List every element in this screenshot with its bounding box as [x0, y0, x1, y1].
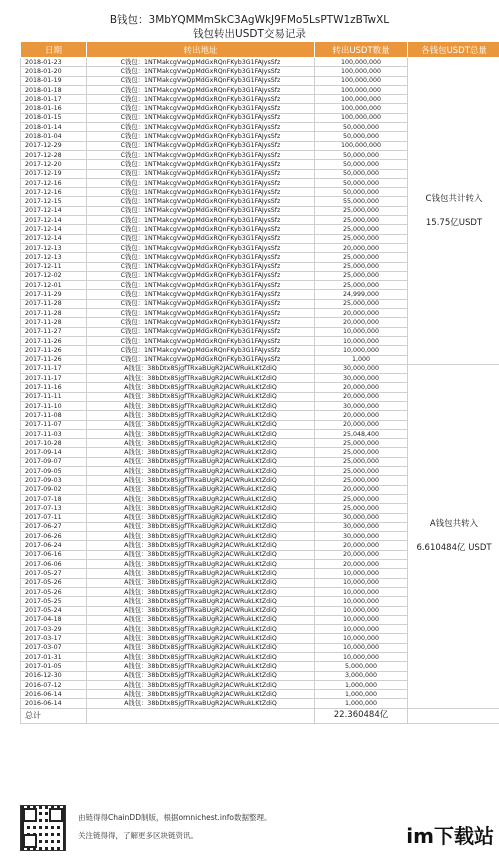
address-cell: A钱包：38bDtx8SjgfTRxaBUgR2JACWRukLKtZdiQ [87, 448, 315, 457]
address-cell: A钱包：38bDtx8SjgfTRxaBUgR2JACWRukLKtZdiQ [87, 401, 315, 410]
amount-cell: 20,000,000 [315, 383, 408, 392]
address-cell: A钱包：38bDtx8SjgfTRxaBUgR2JACWRukLKtZdiQ [87, 457, 315, 466]
address-cell: A钱包：38bDtx8SjgfTRxaBUgR2JACWRukLKtZdiQ [87, 662, 315, 671]
date-cell: 2017-05-27 [21, 569, 87, 578]
address-cell: A钱包：38bDtx8SjgfTRxaBUgR2JACWRukLKtZdiQ [87, 578, 315, 587]
address-cell: C钱包：1NTMakcgVwQpMdGxRQnFKyb3G1FAJysSfz [87, 132, 315, 141]
date-cell: 2017-12-16 [21, 188, 87, 197]
date-cell: 2017-03-07 [21, 643, 87, 652]
amount-cell: 5,000,000 [315, 662, 408, 671]
date-cell: 2018-01-18 [21, 85, 87, 94]
address-cell: C钱包：1NTMakcgVwQpMdGxRQnFKyb3G1FAJysSfz [87, 346, 315, 355]
amount-cell: 55,000,000 [315, 197, 408, 206]
date-cell: 2016-06-14 [21, 690, 87, 699]
address-cell: C钱包：1NTMakcgVwQpMdGxRQnFKyb3G1FAJysSfz [87, 318, 315, 327]
amount-cell: 25,000,000 [315, 253, 408, 262]
total-label: 总计 [21, 708, 87, 723]
date-cell: 2017-09-14 [21, 448, 87, 457]
date-cell: 2017-09-07 [21, 457, 87, 466]
amount-cell: 10,000,000 [315, 578, 408, 587]
address-cell: A钱包：38bDtx8SjgfTRxaBUgR2JACWRukLKtZdiQ [87, 560, 315, 569]
date-cell: 2017-12-28 [21, 150, 87, 159]
amount-cell: 100,000,000 [315, 67, 408, 76]
date-cell: 2017-03-17 [21, 634, 87, 643]
date-cell: 2017-12-13 [21, 253, 87, 262]
address-cell: A钱包：38bDtx8SjgfTRxaBUgR2JACWRukLKtZdiQ [87, 671, 315, 680]
amount-cell: 25,000,000 [315, 448, 408, 457]
amount-cell: 10,000,000 [315, 327, 408, 336]
amount-cell: 100,000,000 [315, 104, 408, 113]
address-cell: C钱包：1NTMakcgVwQpMdGxRQnFKyb3G1FAJysSfz [87, 150, 315, 159]
amount-cell: 25,000,000 [315, 206, 408, 215]
amount-cell: 10,000,000 [315, 587, 408, 596]
date-cell: 2017-11-28 [21, 299, 87, 308]
address-cell: A钱包：38bDtx8SjgfTRxaBUgR2JACWRukLKtZdiQ [87, 494, 315, 503]
amount-cell: 25,000,000 [315, 216, 408, 225]
address-cell: C钱包：1NTMakcgVwQpMdGxRQnFKyb3G1FAJysSfz [87, 197, 315, 206]
amount-cell: 25,000,000 [315, 234, 408, 243]
date-cell: 2017-06-24 [21, 541, 87, 550]
amount-cell: 25,000,000 [315, 262, 408, 271]
address-cell: A钱包：38bDtx8SjgfTRxaBUgR2JACWRukLKtZdiQ [87, 429, 315, 438]
total-empty-cell [408, 708, 499, 723]
date-cell: 2017-11-17 [21, 374, 87, 383]
address-cell: A钱包：38bDtx8SjgfTRxaBUgR2JACWRukLKtZdiQ [87, 643, 315, 652]
address-cell: C钱包：1NTMakcgVwQpMdGxRQnFKyb3G1FAJysSfz [87, 299, 315, 308]
amount-cell: 10,000,000 [315, 569, 408, 578]
date-cell: 2017-03-29 [21, 625, 87, 634]
amount-cell: 100,000,000 [315, 141, 408, 150]
date-cell: 2017-11-03 [21, 429, 87, 438]
amount-cell: 20,000,000 [315, 541, 408, 550]
date-cell: 2018-01-20 [21, 67, 87, 76]
address-cell: C钱包：1NTMakcgVwQpMdGxRQnFKyb3G1FAJysSfz [87, 253, 315, 262]
address-cell: A钱包：38bDtx8SjgfTRxaBUgR2JACWRukLKtZdiQ [87, 550, 315, 559]
date-cell: 2018-01-15 [21, 113, 87, 122]
date-cell: 2017-06-16 [21, 550, 87, 559]
qr-code-icon [20, 805, 66, 851]
footer-source-text: 由链得得ChainDD制版，根据omnichest.info数据整理。 [78, 813, 272, 822]
address-cell: A钱包：38bDtx8SjgfTRxaBUgR2JACWRukLKtZdiQ [87, 653, 315, 662]
date-cell: 2017-11-07 [21, 420, 87, 429]
amount-cell: 10,000,000 [315, 346, 408, 355]
col-header-total: 各钱包USDT总量 [408, 42, 499, 58]
amount-cell: 30,000,000 [315, 513, 408, 522]
date-cell: 2017-12-20 [21, 160, 87, 169]
date-cell: 2018-01-23 [21, 58, 87, 67]
date-cell: 2017-12-14 [21, 225, 87, 234]
date-cell: 2017-12-19 [21, 169, 87, 178]
watermark-text: im下载站 [406, 824, 494, 848]
date-cell: 2017-12-14 [21, 234, 87, 243]
address-cell: C钱包：1NTMakcgVwQpMdGxRQnFKyb3G1FAJysSfz [87, 355, 315, 364]
amount-cell: 20,000,000 [315, 485, 408, 494]
amount-cell: 10,000,000 [315, 597, 408, 606]
date-cell: 2017-12-14 [21, 216, 87, 225]
amount-cell: 20,000,000 [315, 550, 408, 559]
address-cell: A钱包：38bDtx8SjgfTRxaBUgR2JACWRukLKtZdiQ [87, 541, 315, 550]
amount-cell: 3,000,000 [315, 671, 408, 680]
amount-cell: 20,000,000 [315, 411, 408, 420]
address-cell: C钱包：1NTMakcgVwQpMdGxRQnFKyb3G1FAJysSfz [87, 141, 315, 150]
amount-cell: 20,000,000 [315, 243, 408, 252]
page-title: B钱包：3MbYQMMmSkC3AgWkJ9FMo5LsPTW1zBTwXL [109, 14, 390, 26]
table-header-row [21, 42, 499, 58]
date-cell: 2017-05-25 [21, 597, 87, 606]
amount-cell: 25,000,000 [315, 439, 408, 448]
amount-cell: 25,000,000 [315, 504, 408, 513]
address-cell: C钱包：1NTMakcgVwQpMdGxRQnFKyb3G1FAJysSfz [87, 327, 315, 336]
amount-cell: 20,000,000 [315, 318, 408, 327]
date-cell: 2018-01-04 [21, 132, 87, 141]
amount-cell: 20,000,000 [315, 560, 408, 569]
address-cell: A钱包：38bDtx8SjgfTRxaBUgR2JACWRukLKtZdiQ [87, 522, 315, 531]
amount-cell: 10,000,000 [315, 606, 408, 615]
table-row [21, 58, 499, 67]
date-cell: 2017-09-03 [21, 476, 87, 485]
amount-cell: 50,000,000 [315, 123, 408, 132]
amount-cell: 1,000,000 [315, 699, 408, 708]
date-cell: 2017-12-02 [21, 271, 87, 280]
amount-cell: 25,000,000 [315, 457, 408, 466]
address-cell: A钱包：38bDtx8SjgfTRxaBUgR2JACWRukLKtZdiQ [87, 699, 315, 708]
table-row [21, 364, 499, 373]
address-cell: C钱包：1NTMakcgVwQpMdGxRQnFKyb3G1FAJysSfz [87, 113, 315, 122]
group-summary-cell [408, 58, 499, 365]
total-value: 22.360484亿 [315, 708, 408, 723]
date-cell: 2017-07-18 [21, 494, 87, 503]
date-cell: 2017-07-11 [21, 513, 87, 522]
amount-cell: 10,000,000 [315, 336, 408, 345]
date-cell: 2018-01-19 [21, 76, 87, 85]
date-cell: 2017-05-26 [21, 587, 87, 596]
date-cell: 2017-09-02 [21, 485, 87, 494]
amount-cell: 50,000,000 [315, 188, 408, 197]
address-cell: A钱包：38bDtx8SjgfTRxaBUgR2JACWRukLKtZdiQ [87, 513, 315, 522]
amount-cell: 25,000,000 [315, 467, 408, 476]
address-cell: C钱包：1NTMakcgVwQpMdGxRQnFKyb3G1FAJysSfz [87, 225, 315, 234]
amount-cell: 25,000,000 [315, 494, 408, 503]
address-cell: C钱包：1NTMakcgVwQpMdGxRQnFKyb3G1FAJysSfz [87, 178, 315, 187]
amount-cell: 25,000,000 [315, 299, 408, 308]
date-cell: 2017-12-13 [21, 243, 87, 252]
amount-cell: 1,000,000 [315, 690, 408, 699]
amount-cell: 30,000,000 [315, 374, 408, 383]
amount-cell: 30,000,000 [315, 532, 408, 541]
date-cell: 2017-12-15 [21, 197, 87, 206]
date-cell: 2017-11-26 [21, 336, 87, 345]
address-cell: C钱包：1NTMakcgVwQpMdGxRQnFKyb3G1FAJysSfz [87, 160, 315, 169]
amount-cell: 30,000,000 [315, 364, 408, 373]
address-cell: C钱包：1NTMakcgVwQpMdGxRQnFKyb3G1FAJysSfz [87, 85, 315, 94]
watermark-logo [406, 820, 494, 849]
amount-cell: 100,000,000 [315, 113, 408, 122]
address-cell: A钱包：38bDtx8SjgfTRxaBUgR2JACWRukLKtZdiQ [87, 383, 315, 392]
date-cell: 2017-05-24 [21, 606, 87, 615]
amount-cell: 10,000,000 [315, 615, 408, 624]
address-cell: C钱包：1NTMakcgVwQpMdGxRQnFKyb3G1FAJysSfz [87, 169, 315, 178]
date-cell: 2018-01-14 [21, 123, 87, 132]
address-cell: A钱包：38bDtx8SjgfTRxaBUgR2JACWRukLKtZdiQ [87, 597, 315, 606]
col-header-address: 转出地址 [87, 42, 315, 58]
date-cell: 2017-09-05 [21, 467, 87, 476]
address-cell: A钱包：38bDtx8SjgfTRxaBUgR2JACWRukLKtZdiQ [87, 439, 315, 448]
date-cell: 2017-11-27 [21, 327, 87, 336]
amount-cell: 30,000,000 [315, 401, 408, 410]
date-cell: 2017-12-29 [21, 141, 87, 150]
date-cell: 2017-05-26 [21, 578, 87, 587]
address-cell: C钱包：1NTMakcgVwQpMdGxRQnFKyb3G1FAJysSfz [87, 95, 315, 104]
date-cell: 2017-11-10 [21, 401, 87, 410]
date-cell: 2017-11-29 [21, 290, 87, 299]
address-cell: A钱包：38bDtx8SjgfTRxaBUgR2JACWRukLKtZdiQ [87, 392, 315, 401]
date-cell: 2016-06-14 [21, 699, 87, 708]
amount-cell: 100,000,000 [315, 85, 408, 94]
total-row [21, 708, 499, 723]
address-cell: A钱包：38bDtx8SjgfTRxaBUgR2JACWRukLKtZdiQ [87, 587, 315, 596]
address-cell: C钱包：1NTMakcgVwQpMdGxRQnFKyb3G1FAJysSfz [87, 216, 315, 225]
date-cell: 2017-11-16 [21, 383, 87, 392]
group-summary-cell [408, 364, 499, 708]
date-cell: 2017-11-28 [21, 318, 87, 327]
date-cell: 2017-12-16 [21, 178, 87, 187]
amount-cell: 100,000,000 [315, 76, 408, 85]
address-cell: A钱包：38bDtx8SjgfTRxaBUgR2JACWRukLKtZdiQ [87, 420, 315, 429]
date-cell: 2017-06-26 [21, 532, 87, 541]
date-cell: 2016-07-12 [21, 680, 87, 689]
date-cell: 2017-11-11 [21, 392, 87, 401]
address-cell: C钱包：1NTMakcgVwQpMdGxRQnFKyb3G1FAJysSfz [87, 281, 315, 290]
page-subtitle: 钱包转出USDT交易记录 [193, 28, 306, 40]
address-cell: A钱包：38bDtx8SjgfTRxaBUgR2JACWRukLKtZdiQ [87, 364, 315, 373]
address-cell: A钱包：38bDtx8SjgfTRxaBUgR2JACWRukLKtZdiQ [87, 625, 315, 634]
address-cell: A钱包：38bDtx8SjgfTRxaBUgR2JACWRukLKtZdiQ [87, 532, 315, 541]
address-cell: C钱包：1NTMakcgVwQpMdGxRQnFKyb3G1FAJysSfz [87, 262, 315, 271]
date-cell: 2017-11-26 [21, 346, 87, 355]
amount-cell: 10,000,000 [315, 643, 408, 652]
amount-cell: 25,000,000 [315, 281, 408, 290]
address-cell: C钱包：1NTMakcgVwQpMdGxRQnFKyb3G1FAJysSfz [87, 271, 315, 280]
amount-cell: 10,000,000 [315, 634, 408, 643]
amount-cell: 30,000,000 [315, 522, 408, 531]
address-cell: C钱包：1NTMakcgVwQpMdGxRQnFKyb3G1FAJysSfz [87, 123, 315, 132]
transaction-table [20, 41, 499, 724]
amount-cell: 20,000,000 [315, 309, 408, 318]
address-cell: A钱包：38bDtx8SjgfTRxaBUgR2JACWRukLKtZdiQ [87, 690, 315, 699]
address-cell: A钱包：38bDtx8SjgfTRxaBUgR2JACWRukLKtZdiQ [87, 569, 315, 578]
date-cell: 2016-12-30 [21, 671, 87, 680]
address-cell: C钱包：1NTMakcgVwQpMdGxRQnFKyb3G1FAJysSfz [87, 104, 315, 113]
amount-cell: 50,000,000 [315, 169, 408, 178]
date-cell: 2017-06-27 [21, 522, 87, 531]
amount-cell: 50,000,000 [315, 160, 408, 169]
amount-cell: 20,000,000 [315, 420, 408, 429]
group-summary-value: 6.610484亿 USDT [416, 543, 492, 554]
address-cell: C钱包：1NTMakcgVwQpMdGxRQnFKyb3G1FAJysSfz [87, 336, 315, 345]
address-cell: C钱包：1NTMakcgVwQpMdGxRQnFKyb3G1FAJysSfz [87, 76, 315, 85]
address-cell: C钱包：1NTMakcgVwQpMdGxRQnFKyb3G1FAJysSfz [87, 206, 315, 215]
col-header-amount: 转出USDT数量 [315, 42, 408, 58]
date-cell: 2017-12-01 [21, 281, 87, 290]
address-cell: A钱包：38bDtx8SjgfTRxaBUgR2JACWRukLKtZdiQ [87, 680, 315, 689]
amount-cell: 1,000,000 [315, 680, 408, 689]
address-cell: C钱包：1NTMakcgVwQpMdGxRQnFKyb3G1FAJysSfz [87, 309, 315, 318]
address-cell: A钱包：38bDtx8SjgfTRxaBUgR2JACWRukLKtZdiQ [87, 504, 315, 513]
address-cell: A钱包：38bDtx8SjgfTRxaBUgR2JACWRukLKtZdiQ [87, 411, 315, 420]
amount-cell: 100,000,000 [315, 95, 408, 104]
address-cell: C钱包：1NTMakcgVwQpMdGxRQnFKyb3G1FAJysSfz [87, 188, 315, 197]
date-cell: 2017-11-28 [21, 309, 87, 318]
date-cell: 2017-01-31 [21, 653, 87, 662]
amount-cell: 25,000,000 [315, 271, 408, 280]
date-cell: 2017-11-17 [21, 364, 87, 373]
address-cell: A钱包：38bDtx8SjgfTRxaBUgR2JACWRukLKtZdiQ [87, 485, 315, 494]
amount-cell: 10,000,000 [315, 653, 408, 662]
footer-follow-text: 关注链得得，了解更多区块链资讯。 [78, 831, 198, 840]
amount-cell: 25,000,000 [315, 225, 408, 234]
address-cell: A钱包：38bDtx8SjgfTRxaBUgR2JACWRukLKtZdiQ [87, 476, 315, 485]
amount-cell: 1,000 [315, 355, 408, 364]
date-cell: 2018-01-16 [21, 104, 87, 113]
amount-cell: 10,000,000 [315, 625, 408, 634]
date-cell: 2017-06-06 [21, 560, 87, 569]
amount-cell: 25,048,400 [315, 429, 408, 438]
amount-cell: 50,000,000 [315, 150, 408, 159]
total-empty-cell [87, 708, 315, 723]
address-cell: A钱包：38bDtx8SjgfTRxaBUgR2JACWRukLKtZdiQ [87, 615, 315, 624]
date-cell: 2017-11-26 [21, 355, 87, 364]
group-summary-label: C钱包共计转入 [425, 193, 483, 204]
address-cell: A钱包：38bDtx8SjgfTRxaBUgR2JACWRukLKtZdiQ [87, 374, 315, 383]
amount-cell: 50,000,000 [315, 178, 408, 187]
amount-cell: 20,000,000 [315, 392, 408, 401]
address-cell: A钱包：38bDtx8SjgfTRxaBUgR2JACWRukLKtZdiQ [87, 467, 315, 476]
date-cell: 2017-10-28 [21, 439, 87, 448]
address-cell: C钱包：1NTMakcgVwQpMdGxRQnFKyb3G1FAJysSfz [87, 58, 315, 67]
amount-cell: 25,000,000 [315, 476, 408, 485]
date-cell: 2017-12-11 [21, 262, 87, 271]
address-cell: A钱包：38bDtx8SjgfTRxaBUgR2JACWRukLKtZdiQ [87, 634, 315, 643]
amount-cell: 50,000,000 [315, 132, 408, 141]
amount-cell: 100,000,000 [315, 58, 408, 67]
date-cell: 2017-12-14 [21, 206, 87, 215]
footer [20, 803, 499, 853]
address-cell: C钱包：1NTMakcgVwQpMdGxRQnFKyb3G1FAJysSfz [87, 243, 315, 252]
address-cell: C钱包：1NTMakcgVwQpMdGxRQnFKyb3G1FAJysSfz [87, 290, 315, 299]
date-cell: 2018-01-17 [21, 95, 87, 104]
address-cell: C钱包：1NTMakcgVwQpMdGxRQnFKyb3G1FAJysSfz [87, 234, 315, 243]
amount-cell: 24,999,000 [315, 290, 408, 299]
date-cell: 2017-07-13 [21, 504, 87, 513]
address-cell: A钱包：38bDtx8SjgfTRxaBUgR2JACWRukLKtZdiQ [87, 606, 315, 615]
group-summary-label: A钱包共转入 [429, 519, 479, 530]
address-cell: C钱包：1NTMakcgVwQpMdGxRQnFKyb3G1FAJysSfz [87, 67, 315, 76]
date-cell: 2017-04-18 [21, 615, 87, 624]
group-summary-value: 15.75亿USDT [425, 217, 483, 228]
date-cell: 2017-11-08 [21, 411, 87, 420]
col-header-date: 日期 [21, 42, 87, 58]
date-cell: 2017-01-05 [21, 662, 87, 671]
table-body [21, 58, 499, 724]
